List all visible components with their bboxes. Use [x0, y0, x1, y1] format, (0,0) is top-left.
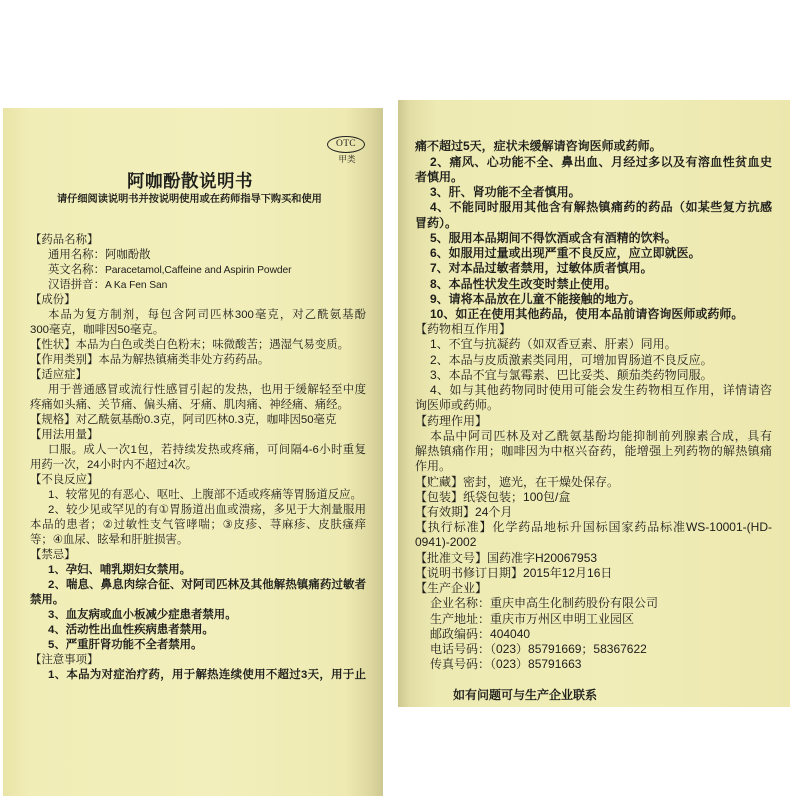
precaution-item: 5、服用本品期间不得饮酒或含有酒精的饮料。 [430, 230, 677, 245]
section-heading-standard: 【执行标准】 [415, 520, 493, 535]
manufacturer-fax-value: （023）85791663 [490, 657, 582, 672]
section-heading-composition: 【成份】 [30, 293, 76, 306]
manufacturer-fax-line [415, 657, 772, 672]
interaction-item: 2、本品与皮质激素类同用，可增加胃肠道不良反应。 [430, 352, 713, 367]
revision-date-text: 2015年12月16日 [523, 565, 613, 580]
precaution-item: 10、如正在使用其他药品，使用本品前请咨询医师或药师。 [430, 306, 744, 321]
precaution-item: 9、请将本品放在儿童不能接触的地方。 [430, 291, 641, 306]
pinyin-line [30, 278, 366, 293]
section-heading-approval-number: 【批准文号】 [415, 550, 488, 565]
generic-name-label: 通用名称： [48, 248, 105, 261]
precaution-item-cont: 冒药）。 [415, 215, 458, 230]
manufacturer-phone-label: 电话号码： [430, 642, 491, 657]
precaution-item-cont: 痛不超过5天，症状未缓解请咨询医师或药师。 [415, 139, 662, 154]
adverse-reaction-item: 2、较少见或罕见的有①胃肠道出血或溃疡，多见于大剂量服用 [48, 503, 366, 516]
section-heading-manufacturer: 【生产企业】 [415, 581, 488, 596]
pinyin-label: 汉语拼音： [48, 278, 105, 291]
standard-line [415, 520, 772, 535]
section-heading-dosage: 【用法用量】 [30, 428, 99, 441]
contraindication-item: 2、喘息、鼻息肉综合征、对阿司匹林及其他解热镇痛药过敏者 [48, 578, 366, 591]
interaction-item-cont: 询医师或药师。 [415, 398, 500, 413]
category-line [30, 353, 366, 368]
section-heading-drug-name: 【药品名称】 [30, 233, 99, 246]
insert-page-right [398, 100, 790, 707]
revision-date-line [415, 566, 772, 581]
english-name-value: Paracetamol,Caffeine and Aspirin Powder [104, 264, 292, 276]
interaction-item: 4、如与其他药物同时使用可能会发生药物相互作用，详情请咨 [430, 383, 772, 398]
validity-line [415, 505, 772, 520]
approval-number-text: 国药准字H20067953 [487, 550, 598, 565]
adverse-reaction-item-cont: 等；④血尿、眩晕和肝脏损害。 [30, 533, 189, 546]
section-heading-package: 【包装】 [415, 489, 464, 504]
section-heading-adverse-reactions: 【不良反应】 [30, 473, 99, 486]
manufacturer-phone-value: （023）85791669；58367622 [490, 642, 647, 657]
contraindication-item: 4、活动性出血性疾病患者禁用。 [48, 623, 214, 636]
interaction-item: 3、本品不宜与氯霉素、巴比妥类、颠茄类药物同服。 [430, 367, 713, 382]
pinyin-value: A Ka Fen San [104, 279, 168, 291]
validity-text: 24个月 [475, 505, 513, 520]
category-text: 本品为解热镇痛类非处方药药品。 [98, 353, 270, 366]
manufacturer-name-label: 企业名称： [430, 596, 491, 611]
section-heading-category: 【作用类别】 [30, 353, 99, 366]
document-title: 阿咖酚散说明书 [127, 171, 253, 191]
standard-line-cont: 0941)-2002 [415, 535, 477, 550]
dosage-line: 用药一次，24小时内不超过4次。 [30, 458, 198, 471]
specification-line [30, 413, 366, 428]
storage-line [415, 475, 772, 490]
precaution-item: 1、本品为对症治疗药，用于解热连续使用不超过3天，用于止 [48, 668, 366, 681]
insert-page-left [3, 108, 383, 796]
interaction-item: 1、不宜与抗凝药（如双香豆素、肝素）同用。 [430, 337, 677, 352]
manufacturer-postcode-value: 404040 [490, 626, 531, 641]
right-text-column [415, 139, 772, 703]
description-text: 本品为白色或类白色粉末；味微酸苦；遇湿气易变质。 [75, 338, 349, 351]
precaution-item: 3、肝、肾功能不全者慎用。 [430, 185, 581, 200]
adverse-reaction-item-cont: 本品的患者；②过敏性支气管哮喘；③皮疹、荨麻疹、皮肤瘙痒 [30, 518, 366, 531]
package-text: 纸袋包装；100包/盒 [463, 489, 571, 504]
specification-text: 对乙酰氨基酚0.3克，阿司匹林0.3克，咖啡因50毫克 [75, 413, 337, 426]
manufacturer-phone-line [415, 642, 772, 657]
contraindication-item: 3、血友病或血小板减少症患者禁用。 [48, 608, 237, 621]
section-heading-revision-date: 【说明书修订日期】 [415, 565, 524, 580]
manufacturer-address-value: 重庆市万州区申明工业园区 [490, 611, 635, 626]
storage-text: 密封，遮光，在干燥处保存。 [463, 474, 620, 489]
manufacturer-postcode-line [415, 627, 772, 642]
contact-note: 如有问题可与生产企业联系 [453, 687, 598, 702]
contraindication-item-cont: 禁用。 [30, 593, 65, 606]
standard-text: 化学药品地标升国标国家药品标准WS-10001-(HD- [492, 520, 772, 535]
generic-name-line [30, 248, 366, 263]
manufacturer-postcode-label: 邮政编码： [430, 626, 491, 641]
english-name-line [30, 263, 366, 278]
english-name-label: 英文名称： [48, 263, 105, 276]
section-heading-interactions: 【药物相互作用】 [415, 322, 512, 337]
contraindication-item: 1、孕妇、哺乳期妇女禁用。 [48, 563, 192, 576]
left-text-column [30, 233, 366, 683]
adverse-reaction-item: 1、较常见的有恶心、呕吐、上腹部不适或疼痛等胃肠道反应。 [48, 488, 362, 501]
composition-line: 本品为复方制剂，每包含阿司匹林300毫克，对乙酰氨基酚 [48, 308, 366, 321]
manufacturer-name-line [415, 596, 772, 611]
section-heading-contraindications: 【禁忌】 [30, 548, 76, 561]
precaution-item: 8、本品性状发生改变时禁止使用。 [430, 276, 617, 291]
section-heading-indications: 【适应症】 [30, 368, 87, 381]
otc-category-label: 甲类 [338, 154, 356, 164]
section-heading-description: 【性状】 [30, 338, 76, 351]
pharmacology-line: 作用。 [415, 459, 452, 474]
precaution-item: 6、如服用过量或出现严重不良反应，应立即就医。 [430, 246, 701, 261]
otc-badge: OTC [327, 136, 365, 153]
indications-line: 疼痛如头痛、关节痛、偏头痛、牙痛、肌肉痛、神经痛、痛经。 [30, 398, 349, 411]
section-heading-pharmacology: 【药理作用】 [415, 413, 488, 428]
section-heading-validity: 【有效期】 [415, 505, 476, 520]
package-line [415, 490, 772, 505]
manufacturer-name-value: 重庆申高生化制药股份有限公司 [490, 596, 659, 611]
manufacturer-address-label: 生产地址： [430, 611, 491, 626]
precaution-item: 7、对本品过敏者禁用，过敏体质者慎用。 [430, 261, 653, 276]
precaution-item: 4、不能同时服用其他含有解热镇痛药的药品（如某些复方抗感 [430, 200, 772, 215]
approval-number-line [415, 551, 772, 566]
composition-line: 300毫克，咖啡因50毫克。 [30, 323, 165, 336]
manufacturer-fax-label: 传真号码： [430, 657, 491, 672]
section-heading-specification: 【规格】 [30, 413, 76, 426]
contraindication-item: 5、严重肝肾功能不全者禁用。 [48, 638, 203, 651]
pharmacology-line: 本品中阿司匹林及对乙酰氨基酚均能抑制前列腺素合成，具有 [430, 428, 772, 443]
description-line [30, 338, 366, 353]
dosage-line: 口服。成人一次1包，若持续发热或疼痛，可间隔4-6小时重复 [48, 443, 366, 456]
precaution-item-cont: 者慎用。 [415, 169, 464, 184]
indications-line: 用于普通感冒或流行性感冒引起的发热，也用于缓解轻至中度 [48, 383, 366, 396]
section-heading-storage: 【贮藏】 [415, 474, 464, 489]
generic-name-value: 阿咖酚散 [104, 248, 151, 261]
section-heading-precautions: 【注意事项】 [30, 653, 99, 666]
precaution-item: 2、痛风、心功能不全、鼻出血、月经过多以及有溶血性贫血史 [430, 154, 772, 169]
manufacturer-address-line [415, 612, 772, 627]
reading-instruction: 请仔细阅读说明书并按说明使用或在药师指导下购买和使用 [57, 194, 322, 205]
pharmacology-line: 解热镇痛作用；咖啡因为中枢兴奋药，能增强上列药物的解热镇痛 [415, 444, 772, 459]
